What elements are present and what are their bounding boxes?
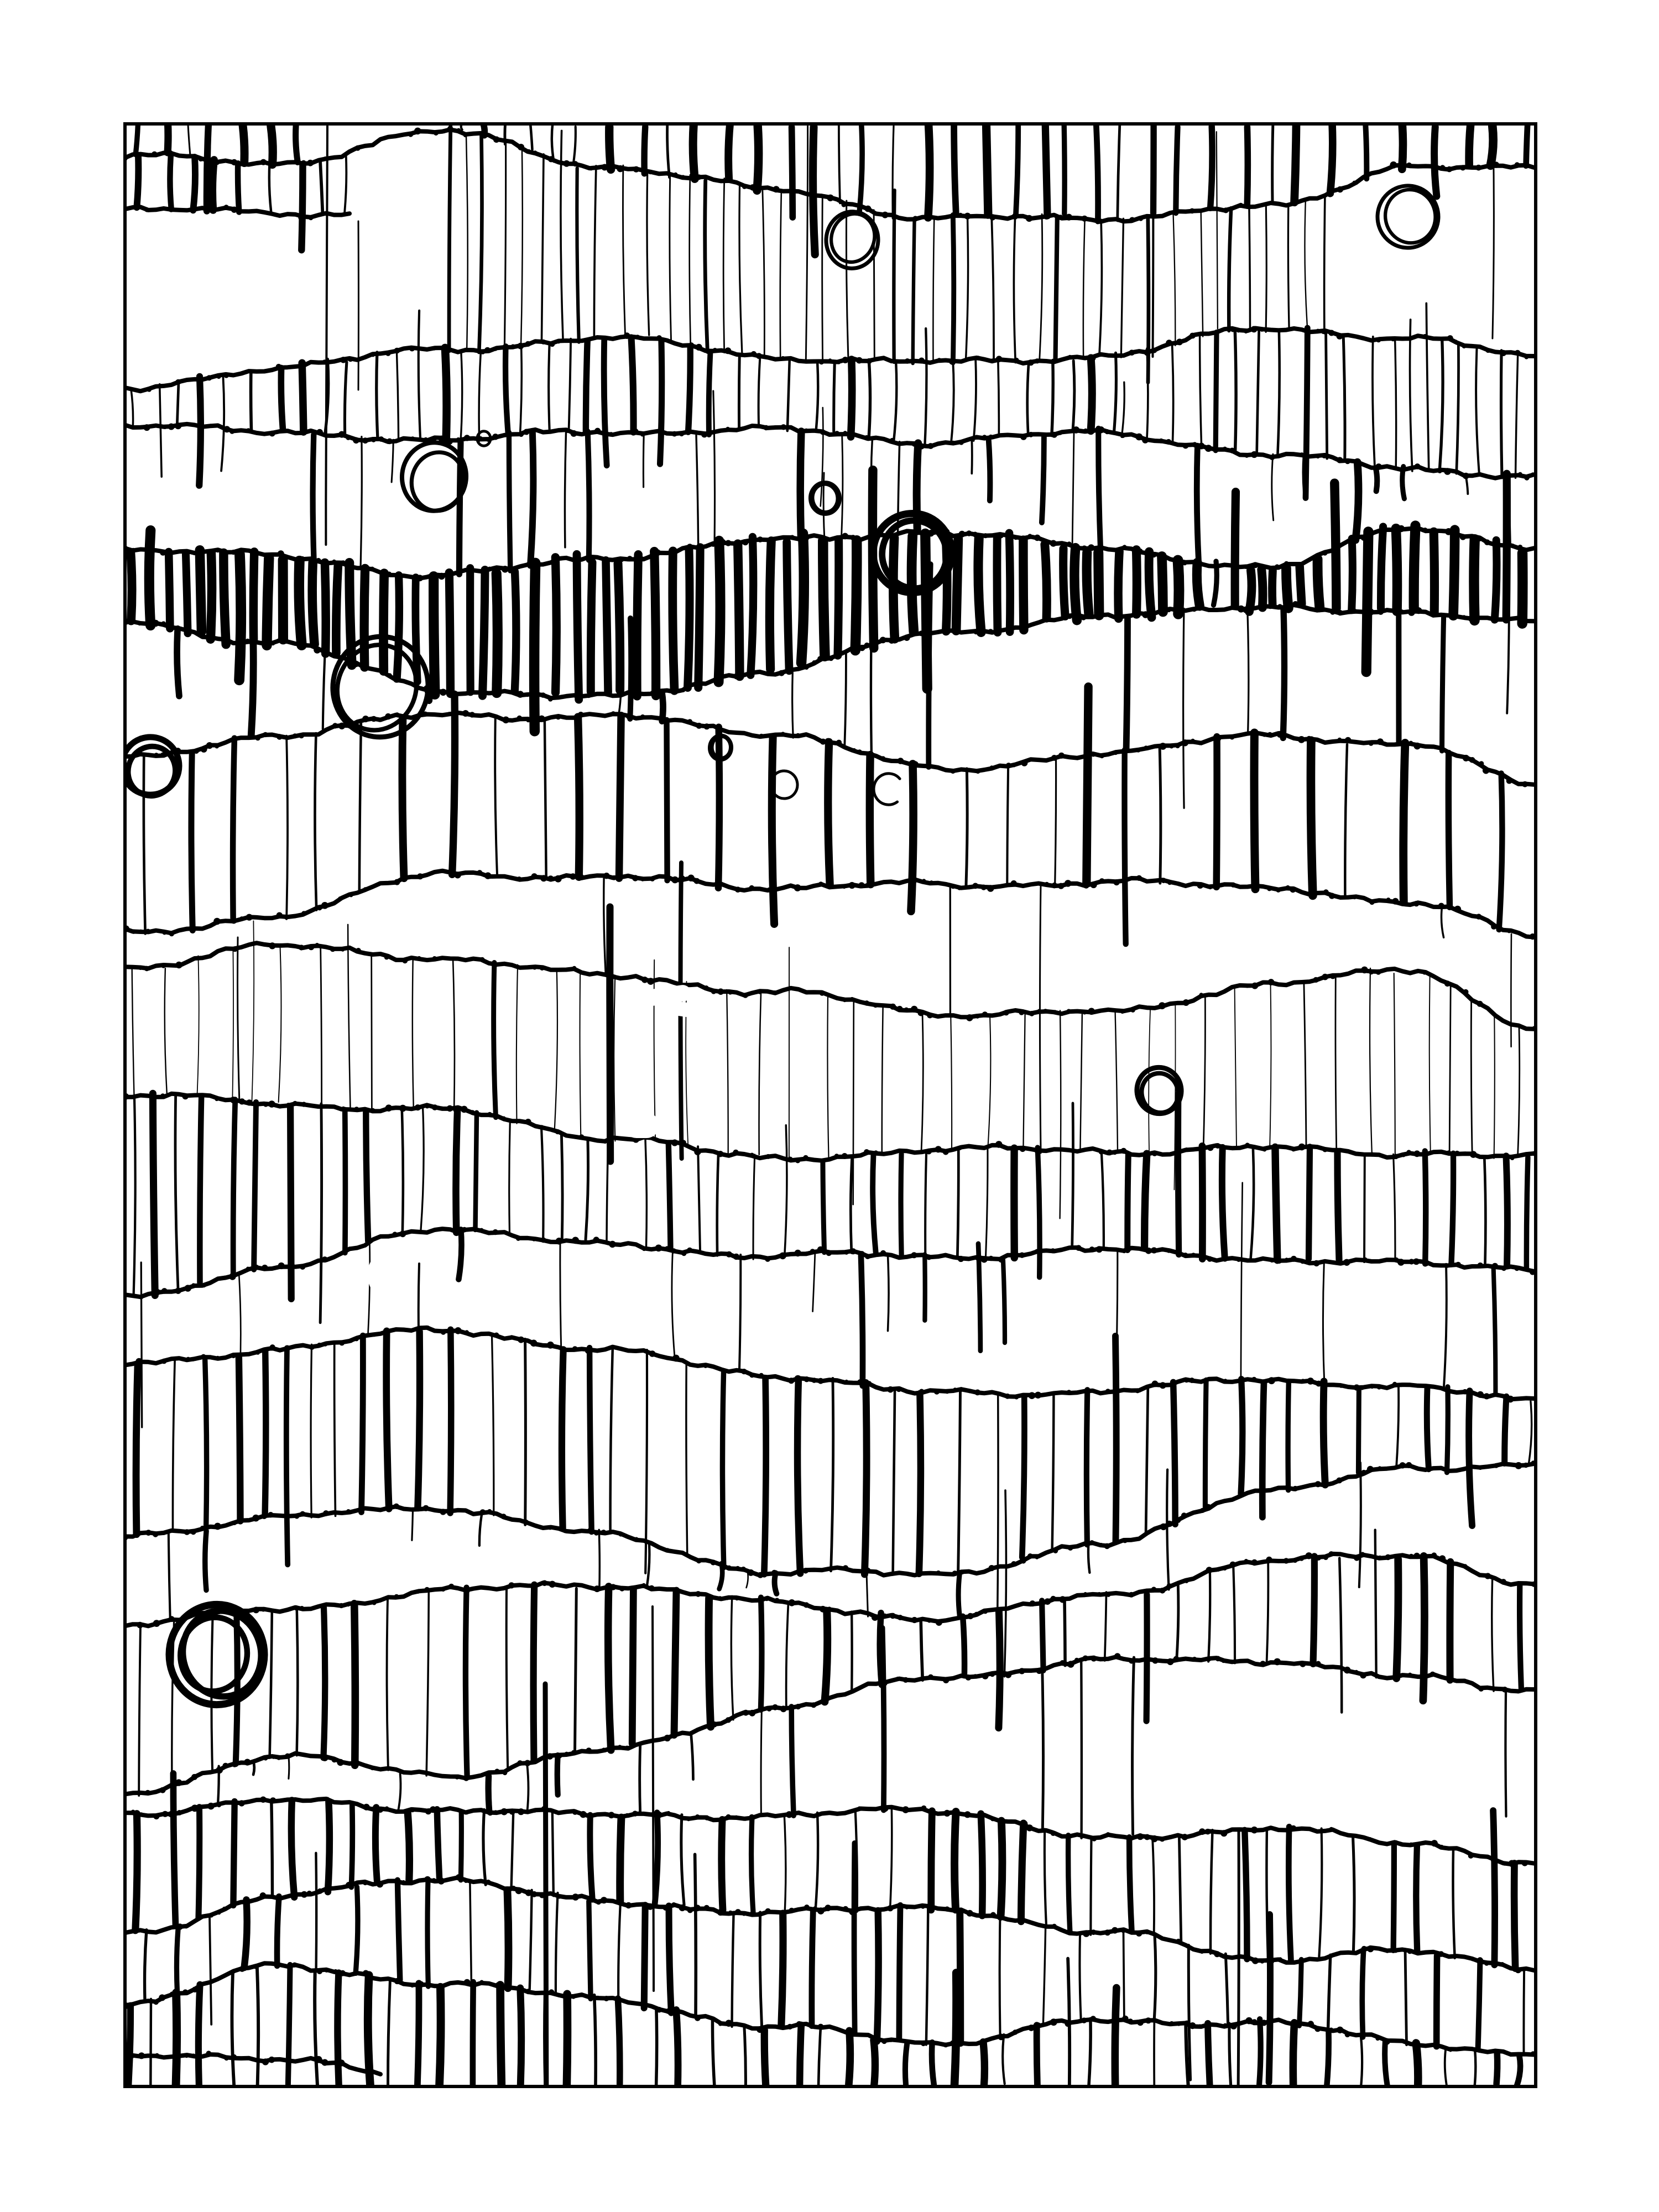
seam-wedge <box>125 2051 380 2074</box>
long-line <box>238 937 239 1102</box>
band-fills-layer <box>128 121 1531 2089</box>
long-line <box>326 126 327 545</box>
scribble-circle <box>809 482 841 515</box>
long-line <box>1040 885 1041 1153</box>
band-band-dark <box>131 470 1522 731</box>
seam-s2 <box>122 326 1534 392</box>
scribble-circle <box>874 774 900 805</box>
band-band-1-ribbon <box>137 154 346 250</box>
scribble-circle <box>169 1603 269 1705</box>
band-band-8-carry <box>169 1470 1169 1677</box>
band-band-7 <box>134 1093 1528 1323</box>
long-line <box>419 1264 420 1363</box>
band-band-10 <box>135 1773 1515 1995</box>
long-line <box>545 1684 546 2085</box>
seam-s17 <box>122 1962 1536 2057</box>
seam-ribbon-bottom <box>122 205 349 221</box>
seam-s9 <box>122 1092 1538 1163</box>
scribble-circle <box>122 737 181 801</box>
long-line <box>1152 127 1153 357</box>
long-line <box>1359 1463 1361 1587</box>
long-line <box>630 618 631 719</box>
frame-border <box>125 124 1536 2086</box>
scribble-circle <box>1376 184 1440 249</box>
white-patch <box>624 1113 659 1138</box>
long-line <box>610 907 611 1161</box>
white-overdraw-layer <box>624 984 695 1138</box>
long-line <box>653 1606 654 1991</box>
seam-s8 <box>125 942 1536 1030</box>
white-patch <box>655 998 695 1018</box>
seam-s3 <box>125 422 1535 481</box>
scribble-circle <box>825 208 881 270</box>
seam-ribbon <box>122 126 1534 223</box>
scribble-circle <box>367 1248 417 1302</box>
